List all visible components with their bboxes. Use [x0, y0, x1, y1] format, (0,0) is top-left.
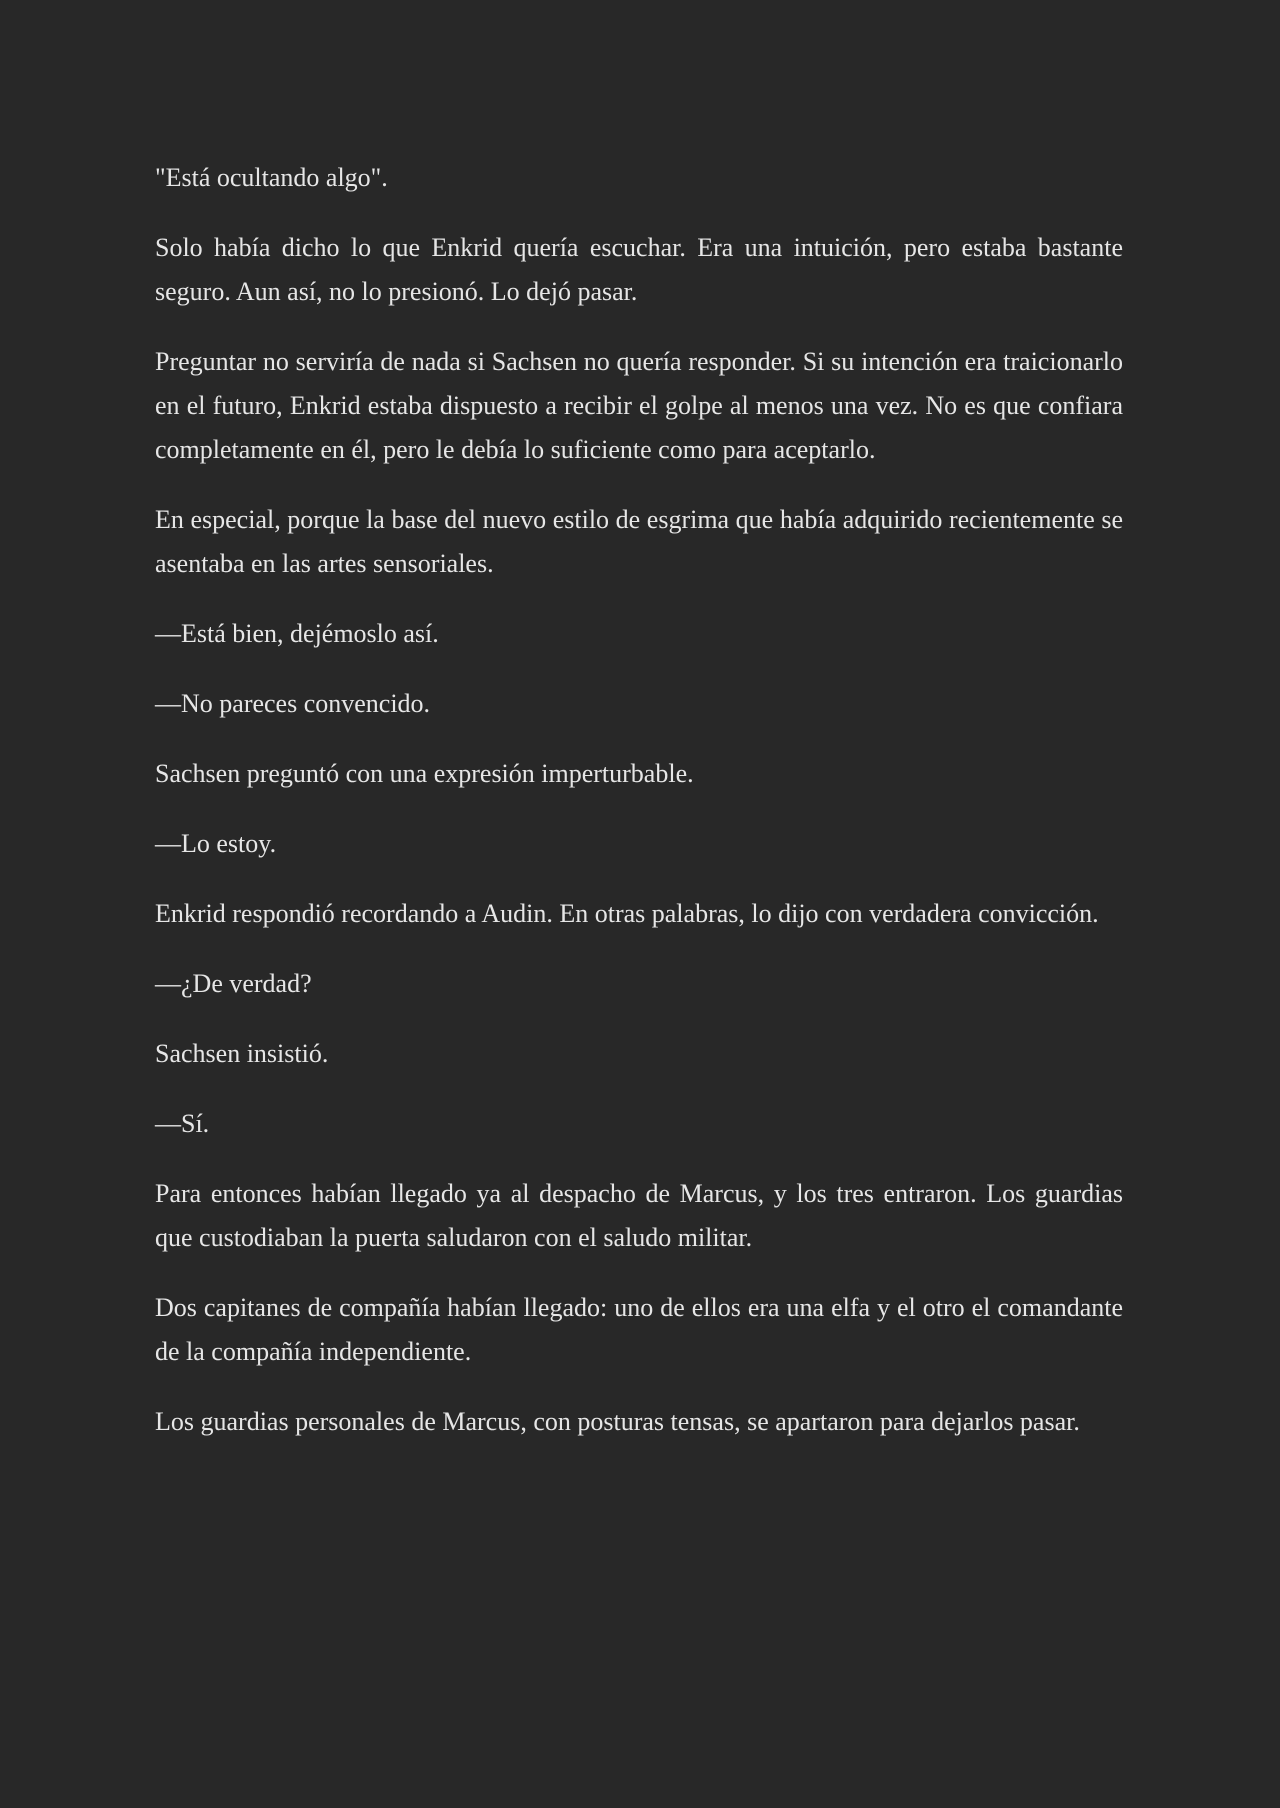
paragraph-10: —¿De verdad? — [155, 969, 312, 998]
paragraph-14: Dos capitanes de compañía habían llegado: uno de ellos era una elfa y el otro el comandante de la compañía independiente. — [155, 1293, 1123, 1366]
chapter-text — [155, 156, 1123, 1444]
paragraph-8: —Lo estoy. — [155, 829, 277, 858]
paragraph-4: En especial, porque la base del nuevo estilo de esgrima que había adquirido recientemente se asentaba en las artes sensoriales. — [155, 505, 1123, 578]
paragraph-9: Enkrid respondió recordando a Audin. En otras palabras, lo dijo con verdadera convicción. — [155, 899, 1099, 928]
paragraph-15: Los guardias personales de Marcus, con posturas tensas, se apartaron para dejarlos pasar. — [155, 1407, 1080, 1436]
paragraph-11: Sachsen insistió. — [155, 1039, 329, 1068]
paragraph-12: —Sí. — [155, 1109, 210, 1138]
paragraph-2: Solo había dicho lo que Enkrid quería escuchar. Era una intuición, pero estaba bastante seguro. Aun así, no lo presionó. Lo dejó pasar. — [155, 233, 1123, 306]
paragraph-6: —No pareces convencido. — [155, 689, 431, 718]
paragraph-1: "Está ocultando algo". — [155, 163, 388, 192]
paragraph-5: —Está bien, dejémoslo así. — [155, 619, 439, 648]
paragraph-3: Preguntar no serviría de nada si Sachsen no quería responder. Si su intención era traicionarlo en el futuro, Enkrid estaba dispuesto a recibir el golpe al menos una vez. No es que confiara completamente en él, pero le debía lo suficiente como para aceptarlo. — [155, 347, 1123, 464]
paragraph-7: Sachsen preguntó con una expresión imperturbable. — [155, 759, 694, 788]
paragraph-13: Para entonces habían llegado ya al despacho de Marcus, y los tres entraron. Los guardias que custodiaban la puerta saludaron con el saludo militar. — [155, 1179, 1123, 1252]
